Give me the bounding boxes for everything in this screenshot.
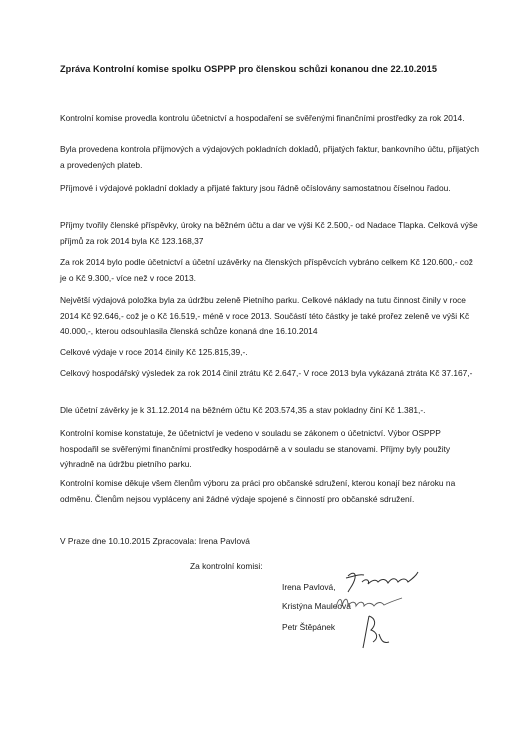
document-title: Zpráva Kontrolní komise spolku OSPPP pro členskou schůzi konanou dne 22.10.2015	[60, 64, 438, 74]
paragraph-7: Celkové výdaje v roce 2014 činily Kč 125.815,39,-.	[60, 347, 248, 357]
place-date: V Praze dne 10.10.2015 Zpracovala: Irena Pavlová	[60, 536, 250, 546]
member-name-3: Petr Štěpánek	[282, 622, 336, 632]
paragraph-2: Byla provedena kontrola příjmových a výdajových pokladních dokladů, přijatých faktur, bankovního účtu, přijatých a provedených plateb.	[60, 144, 479, 170]
committee-label: Za kontrolní komisi:	[190, 561, 263, 571]
member-name-2: Kristýna Mauleová	[282, 601, 351, 611]
paragraph-10: Kontrolní komise konstatuje, že účetnictví je vedeno v souladu se zákonem o účetnictví. Výbor OSPPP hospodařil se svěřenými finančními prostředky hospodárně a v souladu se stanovami. Příjmy byly použity výhradně na údržbu pietního parku.	[60, 428, 451, 469]
signature-3	[355, 612, 395, 650]
signature-2	[332, 590, 412, 614]
paragraph-11: Kontrolní komise děkuje všem členům výboru za práci pro občanské sdružení, kterou konají bez nároku na odměnu. Členům nejsou vypláceny ani žádné výdaje spojené s činností pro občanské sdružení.	[60, 478, 456, 504]
member-name-1: Irena Pavlová,	[282, 582, 336, 592]
paragraph-4: Příjmy tvořily členské příspěvky, úroky na běžném účtu a dar ve výši Kč 2.500,- od Nadace Tlapka. Celková výše příjmů za rok 2014 byla Kč 123.168,37	[60, 220, 478, 246]
paragraph-8: Celkový hospodářský výsledek za rok 2014 činil ztrátu Kč 2.647,- V roce 2013 byla vykázaná ztráta Kč 37.167,-	[60, 368, 473, 378]
paragraph-5: Za rok 2014 bylo podle účetnictví a účetní uzávěrky na členských příspěvcích vybráno celkem Kč 120.600,- což je o Kč 9.300,- více než v roce 2013.	[60, 257, 473, 283]
paragraph-1: Kontrolní komise provedla kontrolu účetnictví a hospodaření se svěřenými finančními prostředky za rok 2014.	[60, 113, 465, 123]
paragraph-6: Největší výdajová položka byla za údržbu zeleně Pietního parku. Celkové náklady na tutu činnost činily v roce 2014 Kč 92.646,- což je o Kč 16.519,- méně v roce 2013. Součástí této částky je také prořez zeleně ve výši Kč 40.000,-, kterou odsouhlasila členská schůze konaná dne 16.10.2014	[60, 295, 470, 336]
paragraph-9: Dle účetní závěrky je k 31.12.2014 na běžném účtu Kč 203.574,35 a stav pokladny činí Kč 1.381,-.	[60, 405, 426, 415]
paragraph-3: Příjmové i výdajové pokladní doklady a přijaté faktury jsou řádně očíslovány samostatnou číselnou řadou.	[60, 183, 451, 193]
